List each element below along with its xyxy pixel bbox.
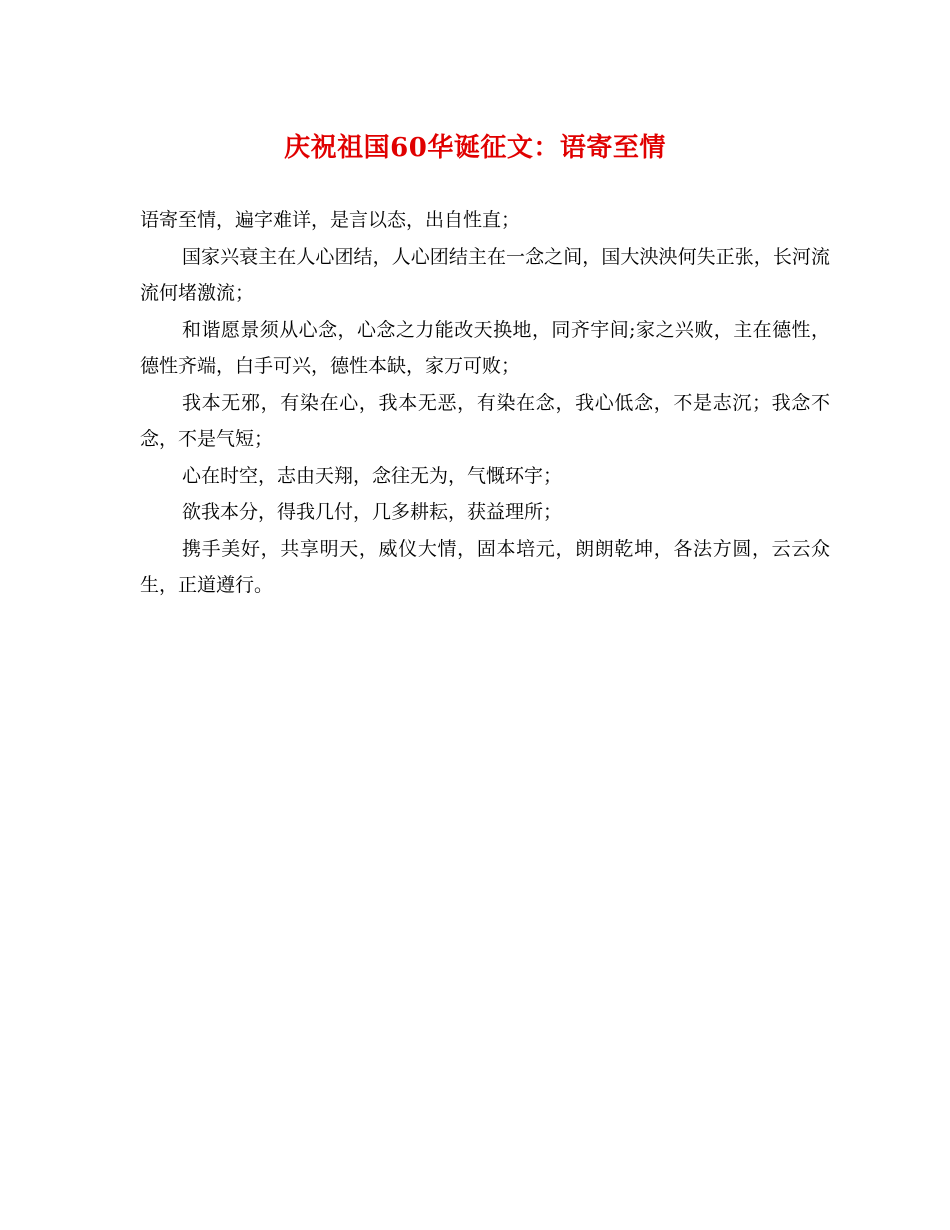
document-body: [140, 202, 830, 604]
paragraph: 欲我本分，得我几付，几多耕耘，获益理所；: [182, 501, 563, 523]
paragraph: 携手美好，共享明天，威仪大情，固本培元，朗朗乾坤，各法方圆，云云众生，正道遵行。: [140, 537, 830, 596]
paragraph: 国家兴衰主在人心团结，人心团结主在一念之间，国大泱泱何失正张，长河流流何堵激流；: [140, 245, 830, 304]
paragraph: 和谐愿景须从心念，心念之力能改天换地，同齐宇间;家之兴败，主在德性，德性齐端，白手可兴，德性本缺，家万可败；: [140, 318, 830, 377]
paragraph: 语寄至情，遍字难详，是言以态，出自性直；: [140, 209, 521, 231]
document-title: 庆祝祖国60华诞征文：语寄至情: [284, 133, 666, 163]
paragraph: 我本无邪，有染在心，我本无恶，有染在念，我心低念，不是志沉；我念不念，不是气短；: [140, 391, 830, 450]
paragraph: 心在时空，志由天翔，念往无为，气慨环宇；: [182, 464, 563, 487]
